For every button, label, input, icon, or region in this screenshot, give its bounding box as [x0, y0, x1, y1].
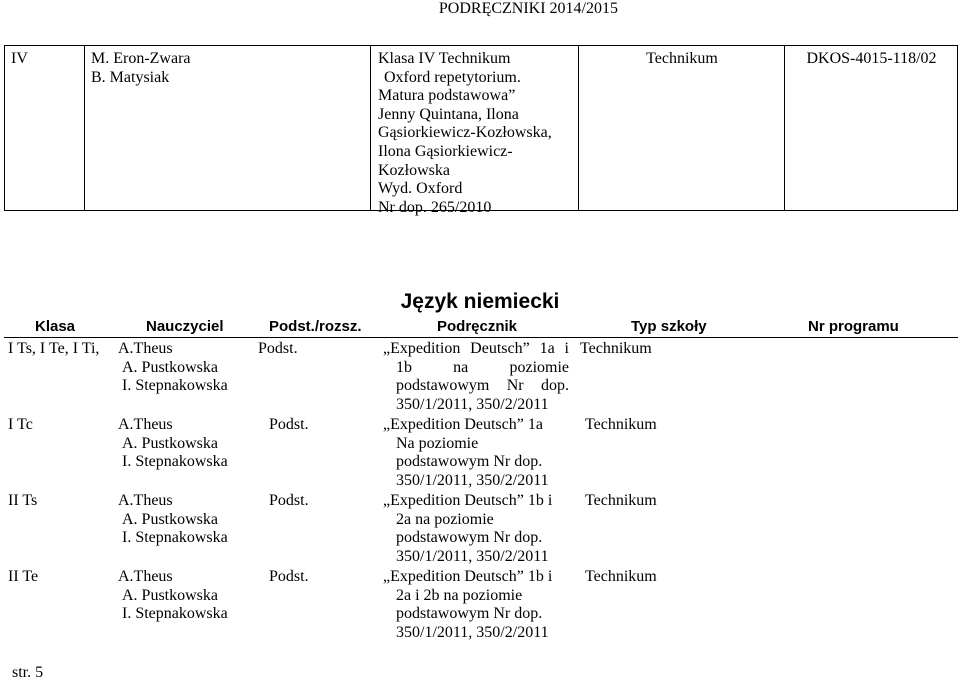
book-line: 2a na poziomie	[396, 510, 494, 528]
row-book	[383, 340, 569, 414]
book-line: „Expedition Deutsch” 1b i	[383, 568, 553, 585]
row-level: Podst.	[269, 568, 309, 585]
top-teachers	[91, 50, 191, 87]
top-klasa: IV	[11, 50, 28, 67]
top-book	[378, 50, 552, 217]
book-line: podstawowym Nr dop.	[396, 453, 543, 470]
book-line: „Expedition Deutsch” 1a i	[383, 340, 569, 357]
teacher-name: I. Stepnakowska	[122, 529, 228, 546]
section-title: Język niemiecki	[400, 290, 560, 313]
book-line: 350/1/2011, 350/2/2011	[396, 623, 549, 641]
row-klasa: II Ts	[8, 492, 38, 509]
row-level: Podst.	[269, 492, 309, 509]
teacher-name: M. Eron-Zwara	[91, 50, 191, 67]
teacher-name: A.Theus	[118, 340, 173, 357]
book-line: Ilona Gąsiorkiewicz-	[378, 142, 513, 160]
teacher-name: I. Stepnakowska	[122, 605, 228, 622]
book-line: 350/1/2011, 350/2/2011	[396, 547, 549, 565]
teacher-name: A.Theus	[118, 416, 173, 433]
row-book	[383, 416, 549, 490]
row-level: Podst.	[258, 340, 298, 357]
teacher-name: A. Pustkowska	[122, 434, 219, 452]
col-header-klasa: Klasa	[35, 318, 76, 335]
teacher-name: I. Stepnakowska	[122, 377, 228, 394]
col-header-typ-szkoly: Typ szkoły	[631, 318, 707, 335]
row-school: Technikum	[580, 340, 652, 357]
book-line: Oxford repetytorium.	[384, 68, 521, 86]
book-line: 1b na poziomie	[396, 358, 569, 376]
row-book	[383, 568, 552, 642]
page-header-title: PODRĘCZNIKI 2014/2015	[438, 0, 618, 17]
divider	[370, 46, 371, 210]
row-klasa: I Ts, I Te, I Ti,	[8, 340, 100, 357]
top-program: DKOS-4015-118/02	[806, 50, 937, 67]
book-line: podstawowym Nr dop.	[396, 605, 543, 622]
book-line: Kozłowska	[378, 161, 450, 179]
book-line: Nr dop. 265/2010	[378, 198, 492, 216]
page-number: str. 5	[12, 664, 44, 681]
table-rule	[4, 337, 958, 338]
book-line: Wyd. Oxford	[378, 180, 463, 198]
row-teachers	[118, 340, 228, 396]
book-line: podstawowym Nr dop.	[396, 377, 569, 394]
row-klasa: II Te	[8, 568, 39, 585]
col-header-nr-programu: Nr programu	[808, 318, 899, 335]
book-line: Klasa IV Technikum	[378, 50, 511, 67]
divider	[578, 46, 579, 210]
divider	[84, 46, 85, 210]
col-header-nauczyciel: Nauczyciel	[146, 318, 224, 335]
row-school: Technikum	[585, 492, 657, 509]
row-klasa: I Tc	[8, 416, 33, 433]
book-line: Gąsiorkiewicz-Kozłowska,	[378, 124, 552, 142]
book-line: „Expedition Deutsch” 1a	[383, 416, 543, 433]
teacher-name: A. Pustkowska	[122, 358, 219, 376]
teacher-name: A. Pustkowska	[122, 510, 219, 528]
book-line: Matura podstawowa”	[378, 87, 516, 105]
row-book	[383, 492, 552, 566]
teacher-name: B. Matysiak	[91, 68, 170, 86]
row-teachers	[118, 416, 228, 472]
book-line: 350/1/2011, 350/2/2011	[396, 395, 549, 413]
row-school: Technikum	[585, 568, 657, 585]
teacher-name: A. Pustkowska	[122, 586, 219, 604]
teacher-name: A.Theus	[118, 568, 173, 585]
book-line: 2a i 2b na poziomie	[396, 586, 523, 604]
row-teachers	[118, 568, 228, 624]
book-line: „Expedition Deutsch” 1b i	[383, 492, 553, 509]
book-line: 350/1/2011, 350/2/2011	[396, 471, 549, 489]
book-line: Na poziomie	[396, 434, 479, 452]
col-header-level: Podst./rozsz.	[269, 318, 362, 335]
top-table	[4, 45, 958, 216]
teacher-name: I. Stepnakowska	[122, 453, 228, 470]
col-header-podrecznik: Podręcznik	[437, 318, 518, 335]
divider	[784, 46, 785, 210]
row-teachers	[118, 492, 228, 548]
row-level: Podst.	[269, 416, 309, 433]
teacher-name: A.Theus	[118, 492, 173, 509]
book-line: podstawowym Nr dop.	[396, 529, 543, 546]
top-school: Technikum	[646, 50, 718, 67]
book-line: Jenny Quintana, Ilona	[378, 105, 519, 123]
row-school: Technikum	[585, 416, 657, 433]
